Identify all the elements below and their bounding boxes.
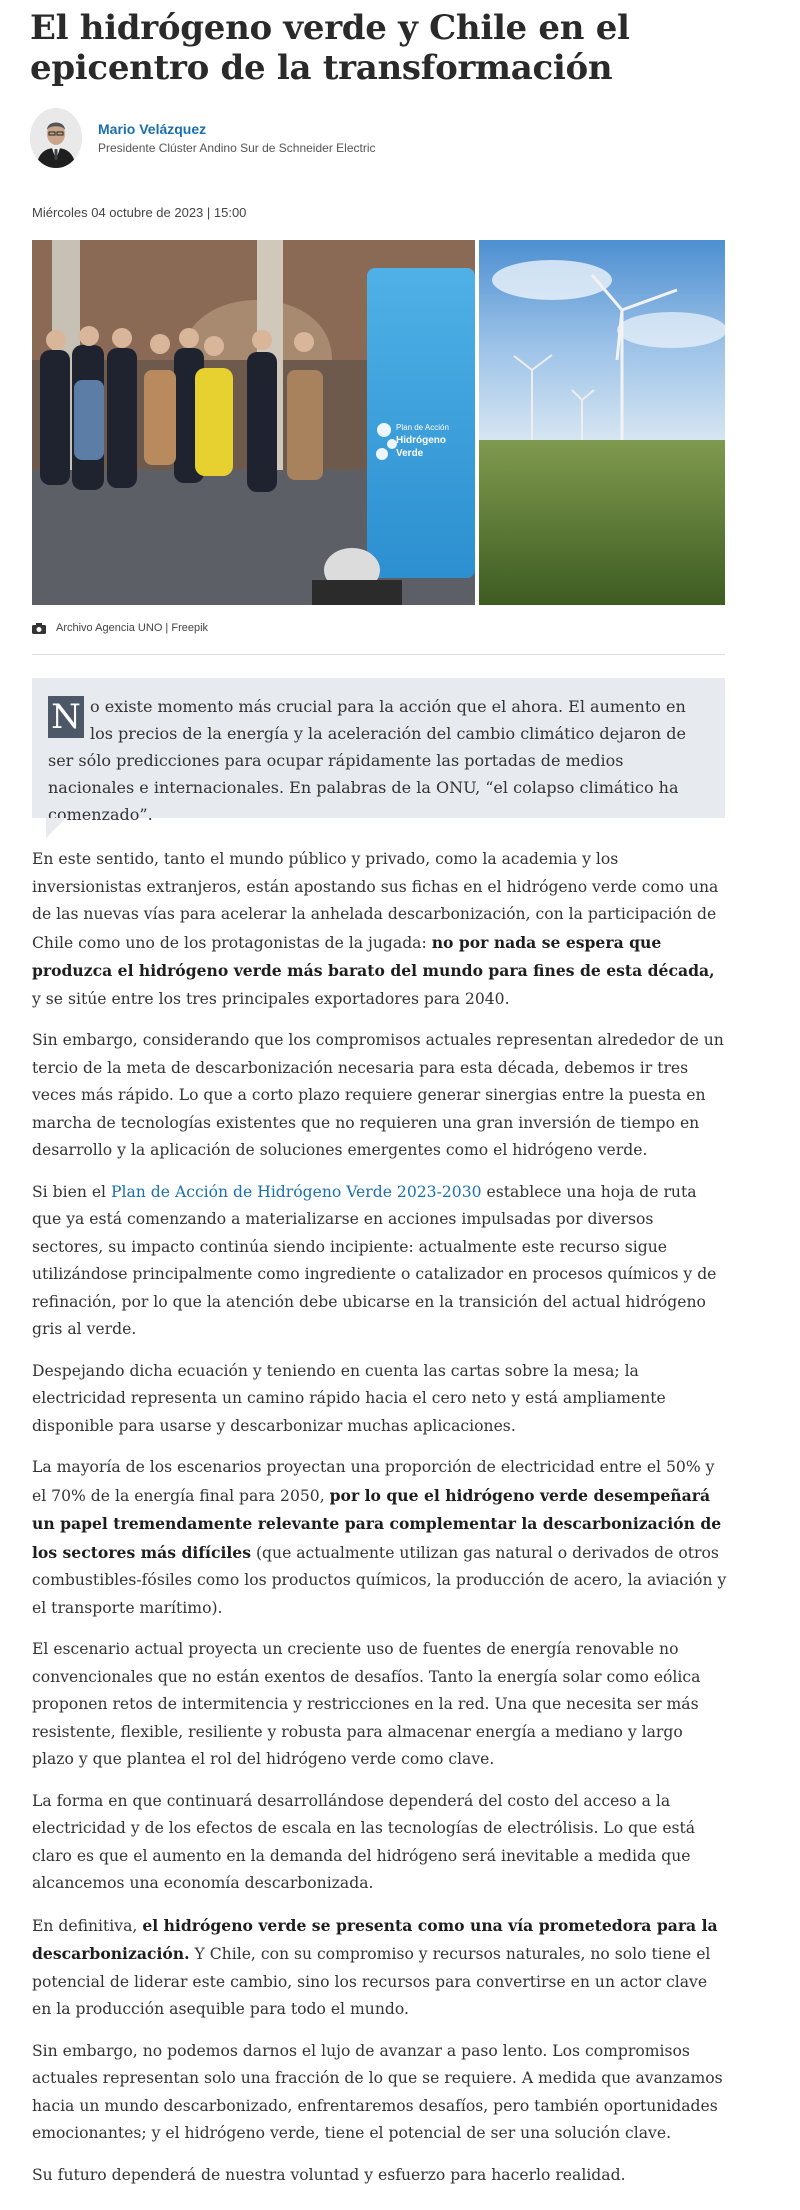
banner-line-2: Hidrógeno [396, 435, 446, 446]
paragraph-6: El escenario actual proyecta un creciente uso de fuentes de energía renovable no convencionales que no están exentos de desafíos. Tanto la energía solar como eólica proponen retos de intermitencia y restricciones en la red. Una que necesita ser más resistente, flexible, resiliente y robusta para almacenar energía a mediano y largo plazo y que plantea el rol del hidrógeno verde como clave. [32, 1640, 701, 1768]
paragraph-9: Sin embargo, no podemos darnos el lujo de avanzar a paso lento. Los compromisos actuales representan solo una fracción de lo que se requiere. A medida que avanzamos hacia un mundo descarbonizado, enfrentaremos desafíos, pero también oportunidades emocionantes; y el hidrógeno verde, tiene el potencial de ser una solución clave. [32, 2041, 723, 2142]
author-name-link[interactable]: Mario Velázquez [98, 121, 207, 137]
paragraph-4: Despejando dicha ecuación y teniendo en cuenta las cartas sobre la mesa; la electricidad representa un camino rápido hacia el cero neto y está ampliamente disponible para usarse y descarbonizar muchas aplicaciones. [32, 1361, 666, 1435]
lead-quote [32, 678, 725, 824]
camera-icon [32, 623, 46, 634]
lead-text: o existe momento más crucial para la acción que el ahora. El aumento en los precios de la energía y la aceleración del cambio climático dejaron de ser sólo predicciones para ocupar rápidamente las portadas de medios nacionales e internacionales. En palabras de la ONU, “el colapso climático ha comenzado”. [48, 697, 686, 824]
author-block [30, 106, 375, 170]
highlight: por lo que el hidrógeno verde desempeñará un papel tremendamente relevante para complementar la descarbonización de los sectores más difíciles [32, 1485, 722, 1562]
banner-line-3: Verde [396, 448, 424, 459]
hero-image [32, 240, 725, 605]
author-role: Presidente Clúster Andino Sur de Schneider Electric [98, 141, 376, 155]
article-title: El hidrógeno verde y Chile en el epicentro de la transformación [30, 8, 630, 88]
paragraph-5: La mayoría de los escenarios proyectan una proporción de electricidad entre el 50% y el 70% de la energía final para 2050, por lo que el hidrógeno verde desempeñará un papel tremendamente relevante para complementar la descarbonización de los sectores más difíciles (que actualmente utilizan gas natural o derivados de otros combustibles-fósiles como los productos químicos, la producción de acero, la aviación y el transporte marítimo). [32, 1458, 727, 1617]
paragraph-1: En este sentido, tanto el mundo público y privado, como la academia y los inversionistas extranjeros, están apostando sus fichas en el hidrógeno verde como una de las nuevas vías para acelerar la anhelada descarbonización, con la participación de Chile como uno de los protagonistas de la jugada: no por nada se espera que produzca el hidrógeno verde más barato del mundo para fines de esta década, y se sitúe entre los tres principales exportadores para 2040. [32, 850, 719, 1008]
paragraph-3: Si bien el Plan de Acción de Hidrógeno Verde 2023-2030 establece una hoja de ruta que ya está comenzando a materializarse en acciones impulsadas por diversos sectores, su impacto continúa siendo incipiente: actualmente este recurso sigue utilizándose principalmente como ingrediente o catalizador en procesos químicos y de refinación, por lo que la atención debe ubicarse en la transición del actual hidrógeno gris al verde. [32, 1182, 717, 1338]
paragraph-2: Sin embargo, considerando que los compromisos actuales representan alrededor de un tercio de la meta de descarbonización necesaria para esta década, debemos ir tres veces más rápido. Lo que a corto plazo requiere generar sinergias entre la puesta en marcha de tecnologías existentes que no requieren una gran inversión de tiempo en desarrollo y la aplicación de soluciones emergentes como el hidrógeno verde. [32, 1031, 724, 1159]
highlight: no por nada se espera que produzca el hidrógeno verde más barato del mundo para fines de esta década, [32, 932, 715, 980]
paragraph-8: En definitiva, el hidrógeno verde se presenta como una vía prometedora para la descarbonización. Y Chile, con su compromiso y recursos naturales, no solo tiene el potencial de liderar este cambio, sino los recursos para convertirse en un actor clave en la producción asequible para todo el mundo. [32, 1915, 718, 2018]
highlight: el hidrógeno verde se presenta como una vía prometedora para la descarbonización. [32, 1915, 718, 1963]
author-avatar[interactable] [30, 108, 82, 168]
paragraph-7: La forma en que continuará desarrollándose dependerá del costo del acceso a la electricidad y de los efectos de escala en las tecnologías de electrólisis. Lo que está claro es que el aumento en la demanda del hidrógeno será inevitable a medida que alcancemos una economía descarbonizada. [32, 1791, 696, 1892]
author-info [98, 119, 375, 157]
publish-date: Miércoles 04 octubre de 2023 | 15:00 [32, 205, 247, 220]
wind-turbines-photo [479, 240, 725, 605]
event-photo [32, 240, 475, 605]
plan-accion-link[interactable]: Plan de Acción de Hidrógeno Verde 2023-2030 [111, 1182, 482, 1201]
dropcap: N [48, 696, 84, 738]
banner-line-1: Plan de Acción [396, 423, 449, 432]
article-body [32, 846, 727, 2203]
photo-credit-text: Archivo Agencia UNO | Freepik [56, 622, 209, 634]
divider [32, 654, 725, 655]
photo-credit [32, 622, 208, 634]
paragraph-10: Su futuro dependerá de nuestra voluntad y esfuerzo para hacerlo realidad. [32, 2165, 626, 2184]
